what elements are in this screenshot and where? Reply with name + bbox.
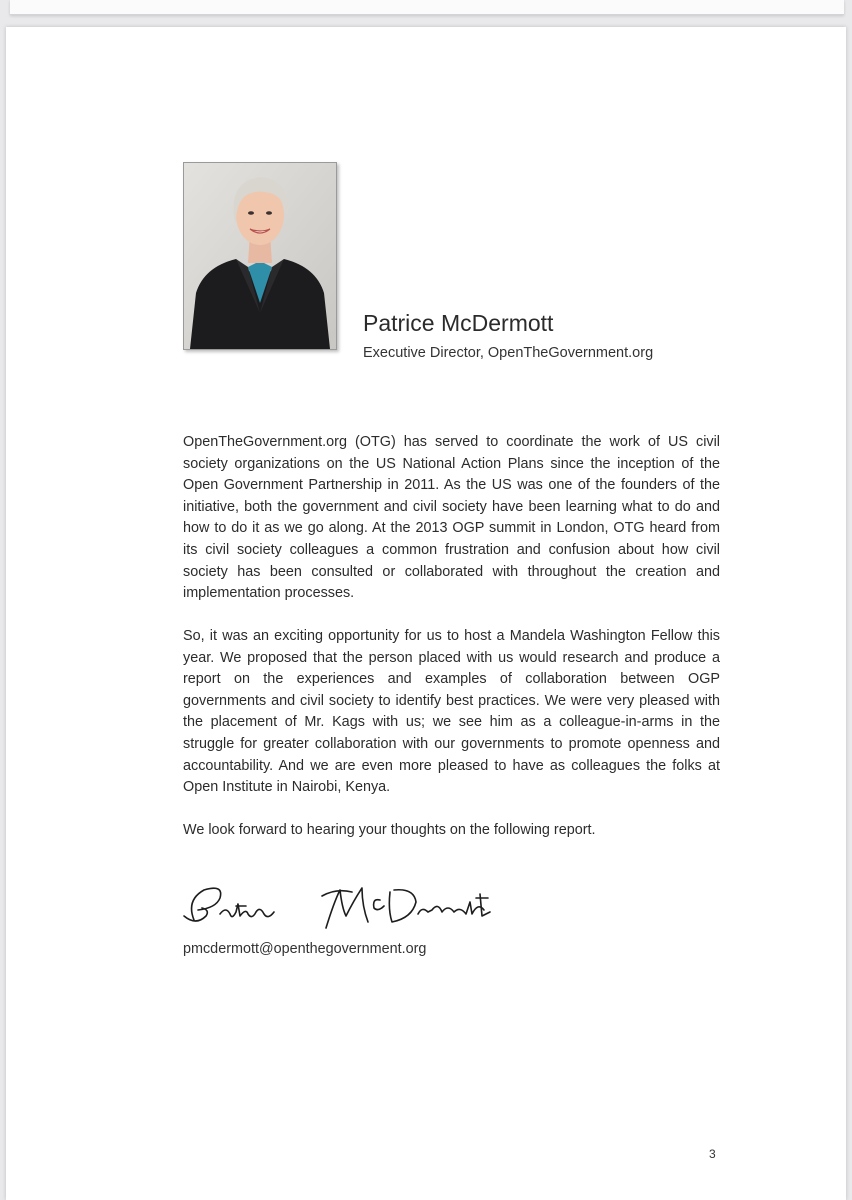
- body-paragraph-1: OpenTheGovernment.org (OTG) has served to coordinate the work of US civil society organizations on the US National Action Plans since the inception of the Open Government Partnership in 2011. As the US was one of the founders of the initiative, both the government and civil society have been learning what to do and how to do it as we go along. At the 2013 OGP summit in London, OTG heard from its civil society colleagues a common frustration and confusion about how civil society has been consulted or collaborated with throughout the creation and implementation processes.: [183, 434, 720, 602]
- portrait-photo: [183, 162, 337, 350]
- document-page: [6, 27, 846, 1200]
- handwritten-signature: [176, 880, 506, 942]
- previous-page-edge: [10, 0, 844, 15]
- author-title: Executive Director, OpenTheGovernment.org: [363, 345, 654, 361]
- portrait-illustration: [184, 163, 336, 349]
- body-paragraph-2: So, it was an exciting opportunity for us to host a Mandela Washington Fellow this year. We proposed that the person placed with us would research and produce a report on the experiences and examples of collaboration between OGP governments and civil society to identify best practices. We were very pleased with the placement of Mr. Kags with us; we see him as a colleague-in-arms in the struggle for greater collaboration with our governments to promote openness and accountability. And we are even more pleased to have as colleagues the folks at Open Institute in Nairobi, Kenya.: [183, 628, 720, 796]
- author-email[interactable]: pmcdermott@openthegovernment.org: [183, 941, 427, 957]
- author-name: Patrice McDermott: [363, 310, 554, 336]
- page-number: 3: [709, 1147, 716, 1161]
- body-paragraph-3: We look forward to hearing your thoughts on the following report.: [183, 822, 596, 838]
